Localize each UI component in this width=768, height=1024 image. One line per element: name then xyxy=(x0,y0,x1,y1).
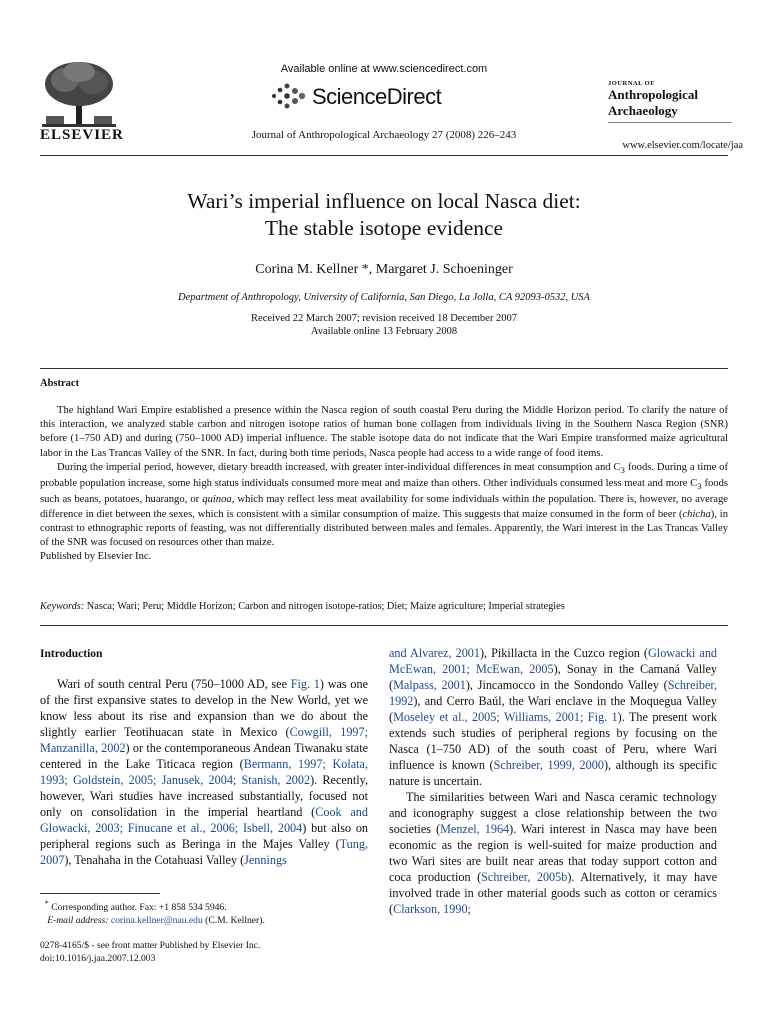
column-right xyxy=(389,645,717,917)
available-online-text: Available online at www.sciencedirect.com xyxy=(280,63,488,75)
abstract-paragraph-2: During the imperial period, however, dietary breadth increased, with greater inter-individual differences in meat consumption and $C_3$ foods. During a time of probable population increase, some high status individuals consumed more meat and maize than others. Other individuals consumed less meat and more $C_3$ foods such as beans, potatoes, huarango, or quinoa, which may reflect less meat availability for some individuals within the population. There is, however, no average difference in diet between the sexes, which is consistent with a similar consumption of maize. This suggests that maize consumed in the form of beer (chicha), in contrast to ethnographic reports of feasting, was not differentially distributed between males and females. Apparently, the Wari interest in the Las Trancas Valley of the SNR was focused on resources other than maize. xyxy=(40,461,729,549)
email-note: E-mail address: corina.kellner@nau.edu (C.M. Kellner). xyxy=(47,914,265,926)
ref-link[interactable]: Bermann, 1997; Kolata, 1993; Goldstein, 2005; Janusek, 2004; Stanish, 2002 xyxy=(40,757,369,787)
keywords xyxy=(40,601,728,612)
published-by: Published by Elsevier Inc. xyxy=(40,551,152,563)
keywords-list: Nasca; Wari; Peru; Middle Horizon; Carbon and nitrogen isotope-ratios; Diet; Maize agriculture; Imperial strategies xyxy=(84,601,565,612)
introduction-heading: Introduction xyxy=(40,648,103,660)
ref-link[interactable]: Cook and Glowacki, 2003; Finucane et al., 2006; Isbell, 2004 xyxy=(40,805,368,835)
article-title xyxy=(0,188,768,242)
abstract-heading: Abstract xyxy=(40,378,80,389)
ref-link[interactable]: Schreiber, 1992 xyxy=(389,678,717,708)
intro-paragraph-1-cont: and Alvarez, 2001), Pikillacta in the Cuzco region (Glowacki and McEwan, 2001; McEwan, 2005), Sonay in the Camaná Valley (Malpass, 2001), Jincamocco in the Sondondo Valley (Schreiber, 1992), and Cerro Baúl, the Wari enclave in the Moquegua Valley (Moseley et al., 2005; Williams, 2001; Fig. 1). The present work extends such studies of peripheral regions by focusing on the Nasca (1–750 AD) of the south coast of Peru, where Wari influence is known (Schreiber, 1999, 2000), although its specific nature is uncertain. xyxy=(389,646,718,788)
ref-link[interactable]: Fig. 1 xyxy=(290,677,320,691)
ref-link[interactable]: Glowacki and McEwan, 2001; McEwan, 2005 xyxy=(389,646,718,676)
journal-name-line2: Archaeology xyxy=(608,103,678,118)
received-dates: Received 22 March 2007; revision received 18 December 2007 xyxy=(251,313,517,324)
column-left xyxy=(40,676,368,868)
journal-logo-rule xyxy=(608,122,732,123)
abstract-body xyxy=(40,404,728,564)
keywords-label: Keywords: xyxy=(40,601,85,612)
author-1[interactable]: Corina M. Kellner xyxy=(255,262,359,277)
sciencedirect-logo xyxy=(270,80,470,114)
ref-link[interactable]: Moseley et al., 2005; Williams, 2001; Fig. 1 xyxy=(393,710,618,724)
title-line1: Wari’s imperial influence on local Nasca diet: xyxy=(187,189,581,213)
author-2[interactable]: Margaret J. Schoeninger xyxy=(375,262,513,277)
sciencedirect-wordmark: ScienceDirect xyxy=(312,84,442,109)
ref-link[interactable]: Tung, 2007 xyxy=(40,837,368,867)
article-dates xyxy=(0,313,768,338)
email-link[interactable]: corina.kellner@nau.edu xyxy=(110,914,203,926)
ref-link[interactable]: Schreiber, 1999, 2000 xyxy=(493,758,604,772)
sciencedirect-dots-icon xyxy=(270,82,306,110)
title-line2: The stable isotope evidence xyxy=(264,216,504,240)
doi-line[interactable]: doi:10.1016/j.jaa.2007.12.003 xyxy=(40,952,156,964)
abstract-top-divider xyxy=(40,368,728,369)
corresponding-author-note: * Corresponding author. Fax: +1 858 534 5946. xyxy=(44,899,227,914)
journal-url[interactable]: www.elsevier.com/locate/jaa xyxy=(622,140,743,151)
author-separator: , xyxy=(368,262,376,277)
abstract-bottom-divider xyxy=(40,625,728,626)
publisher-name: ELSEVIER xyxy=(40,127,124,143)
ref-link[interactable]: Jennings xyxy=(244,853,287,867)
ref-link[interactable]: Menzel, 1964 xyxy=(440,822,510,836)
ref-link[interactable]: Clarkson, 1990; xyxy=(393,902,471,916)
journal-of-label: JOURNAL OF xyxy=(608,80,655,87)
online-date: Available online 13 February 2008 xyxy=(310,325,458,337)
ref-link[interactable]: Cowgill, 1997; Manzanilla, 2002 xyxy=(40,725,368,755)
intro-paragraph-1: Wari of south central Peru (750–1000 AD, see Fig. 1) was one of the first expansive states to develop in the New World, yet we know less about its rise and expansion than we do about the slightly earlier Teotihuacan state in Mexico (Cowgill, 1997; Manzanilla, 2002) or the contemporaneous Andean Tiwanaku state centered in the Lake Titicaca region (Bermann, 1997; Kolata, 1993; Goldstein, 2005; Janusek, 2004; Stanish, 2002). Recently, however, Wari studies have increased substantially, focused not only on consolidation in the imperial heartland (Cook and Glowacki, 2003; Finucane et al., 2006; Isbell, 2004) but also on peripheral regions such as Beringa in the Majes Valley (Tung, 2007), Tenahaha in the Cotahuasi Valley (Jennings xyxy=(40,677,369,867)
intro-paragraph-2: The similarities between Wari and Nasca ceramic technology and iconography suggest a close relationship between the two societies (Menzel, 1964). Wari interest in Nasca may have been economic as the region is well-suited for maize production and two Wari sites are built near areas that today support cotton and coca production (Schreiber, 2005b). Alternatively, it may have involved trade in other material goods such as cotton or ceramics (Clarkson, 1990; xyxy=(389,790,717,916)
footnote-rule xyxy=(40,893,160,894)
journal-citation: Journal of Anthropological Archaeology 27 (2008) 226–243 xyxy=(251,129,517,141)
author-1-mark: * xyxy=(358,262,369,277)
abstract-paragraph-1: The highland Wari Empire established a presence within the Nasca region of south coastal Peru during the Middle Horizon period. To clarify the nature of this interaction, we analyzed stable carbon and nitrogen isotope ratios of human bone collagen from individuals living in the Southern Nasca Region (SNR) before (1–750 AD) and during (750–1000 AD) imperial influence. The stable isotope data do not indicate that the Wari Empire transformed maize agricultural labor in the Las Trancas Valley of the SNR. In fact, during both time periods, Nasca people had access to a wide range of food items. xyxy=(40,405,728,459)
author-list xyxy=(0,262,768,278)
ref-link[interactable]: Schreiber, 2005b xyxy=(481,870,568,884)
front-matter xyxy=(40,940,370,965)
journal-logo xyxy=(608,80,748,119)
ref-link[interactable]: and Alvarez, 2001 xyxy=(389,646,480,660)
affiliation: Department of Anthropology, University of California, San Diego, La Jolla, CA 92093-0532, USA xyxy=(178,292,590,303)
issn-line: 0278-4165/$ - see front matter Published by Elsevier Inc. xyxy=(40,940,261,951)
ref-link[interactable]: Malpass, 2001 xyxy=(393,678,466,692)
header-divider xyxy=(40,155,728,156)
journal-name-line1: Anthropological xyxy=(608,87,699,102)
footnote xyxy=(40,898,370,927)
